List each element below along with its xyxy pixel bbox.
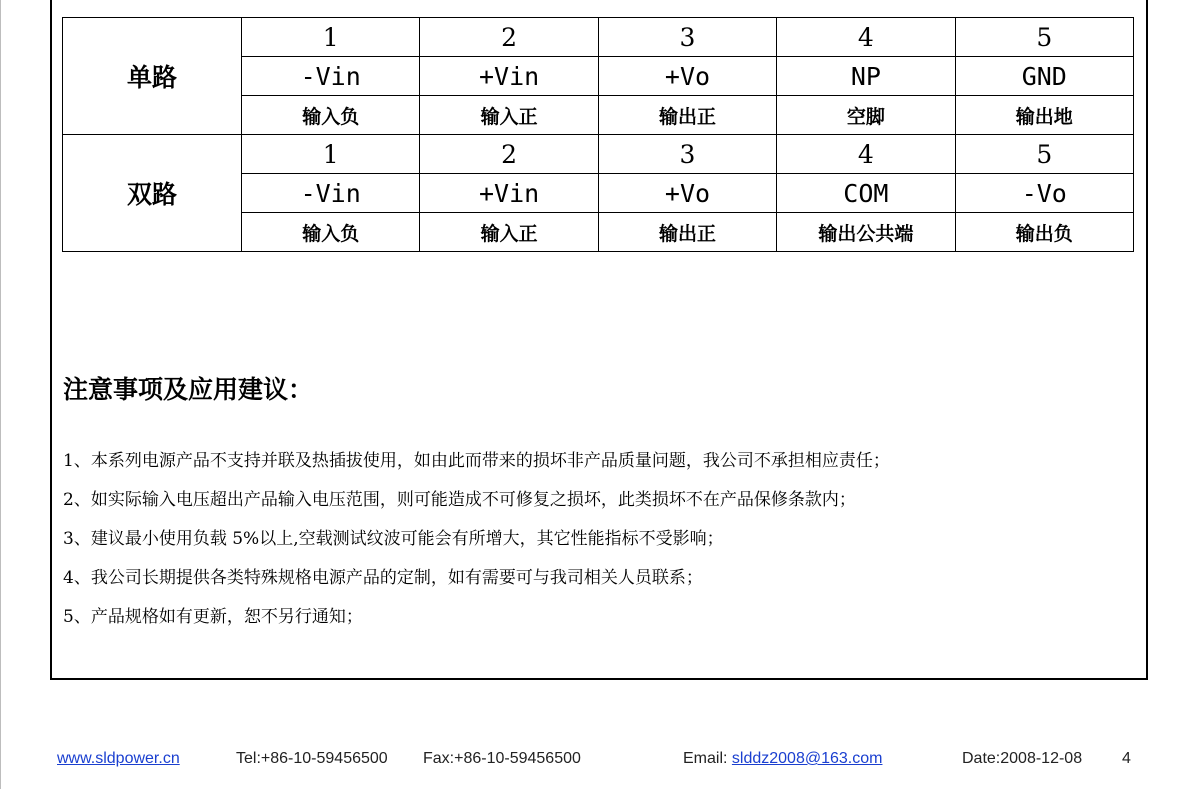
pin-description: 输入负 — [242, 213, 420, 252]
pin-signal: -Vo — [955, 174, 1133, 213]
pin-number: 4 — [777, 135, 955, 174]
pin-description: 输出正 — [598, 213, 776, 252]
pin-description: 输出公共端 — [777, 213, 955, 252]
footer-email — [683, 750, 882, 768]
pin-signal: COM — [777, 174, 955, 213]
page-number: 4 — [1122, 750, 1131, 767]
footer-tel: Tel:+86-10-59456500 — [236, 750, 388, 767]
pin-signal: +Vin — [420, 174, 598, 213]
pin-signal: +Vin — [420, 57, 598, 96]
pin-number: 5 — [955, 135, 1133, 174]
pin-signal: -Vin — [242, 174, 420, 213]
list-item: 3、建议最小使用负载 5%以上,空载测试纹波可能会有所增大，其它性能指标不受影响； — [63, 529, 724, 549]
pin-signal: GND — [955, 57, 1133, 96]
pin-description: 输出正 — [598, 96, 776, 135]
email-label: Email: — [683, 750, 732, 767]
page-edge — [0, 0, 1, 789]
list-item: 1、本系列电源产品不支持并联及热插拔使用，如由此而带来的损坏非产品质量问题，我公司不承担相应责任； — [63, 451, 890, 471]
email-link[interactable]: slddz2008@163.com — [731, 750, 883, 767]
list-item: 4、我公司长期提供各类特殊规格电源产品的定制，如有需要可与我司相关人员联系； — [63, 568, 703, 588]
pin-description: 输入正 — [420, 213, 598, 252]
pin-signal: NP — [777, 57, 955, 96]
notes-title: 注意事项及应用建议： — [63, 375, 314, 404]
website-link[interactable]: www.sldpower.cn — [57, 750, 180, 767]
pin-description: 输出负 — [955, 213, 1133, 252]
pin-description: 空脚 — [777, 96, 955, 135]
pin-number: 3 — [598, 18, 776, 57]
pin-definition-table — [62, 17, 1134, 252]
list-item: 2、如实际输入电压超出产品输入电压范围，则可能造成不可修复之损坏，此类损坏不在产品保修条款内； — [63, 490, 856, 510]
footer-fax: Fax:+86-10-59456500 — [423, 750, 581, 767]
table-row — [63, 18, 1134, 57]
group-label-dual: 双路 — [63, 135, 242, 252]
group-label-single: 单路 — [63, 18, 242, 135]
pin-signal: +Vo — [598, 174, 776, 213]
pin-description: 输入正 — [420, 96, 598, 135]
page-footer — [0, 748, 1191, 772]
pin-description: 输出地 — [955, 96, 1133, 135]
pin-signal: -Vin — [242, 57, 420, 96]
table-row — [63, 135, 1134, 174]
list-item: 5、产品规格如有更新，恕不另行通知； — [63, 607, 363, 627]
pin-number: 4 — [777, 18, 955, 57]
notes-list — [63, 447, 890, 642]
pin-number: 2 — [420, 18, 598, 57]
pin-number: 3 — [598, 135, 776, 174]
pin-description: 输入负 — [242, 96, 420, 135]
pin-number: 5 — [955, 18, 1133, 57]
footer-date: Date:2008-12-08 — [962, 750, 1083, 767]
pin-number: 1 — [242, 18, 420, 57]
pin-number: 2 — [420, 135, 598, 174]
pin-signal: +Vo — [598, 57, 776, 96]
pin-number: 1 — [242, 135, 420, 174]
